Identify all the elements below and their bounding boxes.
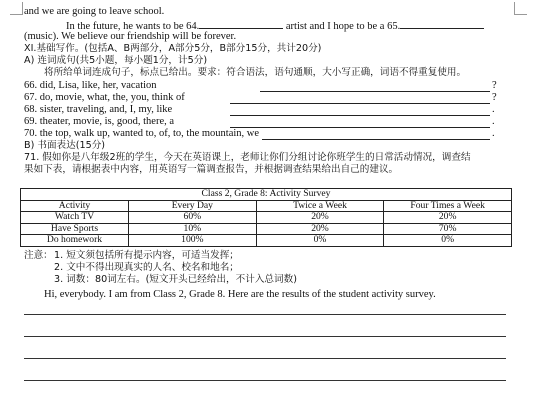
part-a-title: A) 连词成句(共5小题，每小题1分，计5分) bbox=[24, 55, 208, 66]
question-70: 70. the top, walk up, wanted to, of, to, the mountain, we bbox=[24, 128, 260, 139]
punct-69: . bbox=[492, 116, 495, 127]
writing-line[interactable] bbox=[24, 336, 506, 337]
punct-68: . bbox=[492, 104, 495, 115]
table-cell: Watch TV bbox=[21, 212, 129, 224]
table-cell: Do homework bbox=[21, 235, 129, 247]
table-cell: 10% bbox=[129, 223, 257, 235]
answer-line-68[interactable] bbox=[230, 115, 490, 116]
page-corner-mark-right bbox=[514, 2, 527, 15]
note-1: 1. 短文须包括所有提示内容，可适当发挥； bbox=[54, 250, 239, 261]
column-header-activity: Activity bbox=[21, 200, 129, 212]
answer-line-70[interactable] bbox=[262, 139, 490, 140]
question-68: 68. sister, traveling, and, I, my, like bbox=[24, 104, 173, 115]
question-71-line-1: 71. 假如你是八年级2班的学生，今天在英语课上，老师让你们分组讨论你班学生的日常活动情况，调查结 bbox=[24, 152, 471, 163]
table-cell: 20% bbox=[256, 223, 384, 235]
blank-65[interactable] bbox=[400, 19, 484, 29]
question-66: 66. did, Lisa, like, her, vacation bbox=[24, 80, 157, 91]
table-caption-row bbox=[21, 189, 512, 201]
question-71-line-2: 果如下表，请根据表中内容，用英语写一篇调查报告，并根据调查结果给出自己的建议。 bbox=[24, 164, 399, 175]
writing-line[interactable] bbox=[24, 314, 506, 315]
passage-line-1: and we are going to leave school. bbox=[24, 6, 165, 17]
punct-67: ? bbox=[492, 92, 497, 103]
table-cell: 20% bbox=[256, 212, 384, 224]
activity-survey-table bbox=[20, 188, 512, 247]
table-caption: Class 2, Grade 8: Activity Survey bbox=[21, 189, 512, 201]
table-row bbox=[21, 223, 512, 235]
passage-line-3: (music). We believe our friendship will be forever. bbox=[24, 31, 237, 42]
blank-64[interactable] bbox=[199, 19, 283, 29]
part-b-title: B) 书面表达(15分) bbox=[24, 140, 106, 151]
table-row bbox=[21, 212, 512, 224]
writing-line[interactable] bbox=[24, 380, 506, 381]
question-67: 67. do, movie, what, the, you, think of bbox=[24, 92, 185, 103]
table-header-row bbox=[21, 200, 512, 212]
table-cell: 0% bbox=[384, 235, 512, 247]
punct-70: . bbox=[492, 128, 495, 139]
answer-line-66[interactable] bbox=[260, 91, 490, 92]
table-cell: 20% bbox=[384, 212, 512, 224]
answer-line-69[interactable] bbox=[230, 127, 490, 128]
blank-65-prompt: artist and I hope to be a 65. bbox=[285, 21, 401, 32]
essay-opening: Hi, everybody. I am from Class 2, Grade 8. Here are the results of the student activity survey. bbox=[44, 289, 436, 300]
part-a-instructions: 将所给单词连成句子，标点已给出。要求：符合语法，语句通顺，大小写正确，词语不得重复使用。 bbox=[44, 67, 467, 78]
table-cell: 100% bbox=[129, 235, 257, 247]
column-header-four-times-a-week: Four Times a Week bbox=[384, 200, 512, 212]
section-xi-title: XI.基础写作。(包括A、B两部分，A部分5分，B部分15分，共计20分) bbox=[24, 43, 322, 54]
note-3: 3. 词数：80词左右。(短文开头已经给出，不计入总词数) bbox=[54, 274, 297, 285]
table-cell: Have Sports bbox=[21, 223, 129, 235]
column-header-twice-a-week: Twice a Week bbox=[256, 200, 384, 212]
blank-64-prompt: In the future, he wants to be 64. bbox=[66, 21, 200, 32]
notes-label: 注意： bbox=[24, 250, 53, 261]
table-row bbox=[21, 235, 512, 247]
table-cell: 70% bbox=[384, 223, 512, 235]
table-cell: 60% bbox=[129, 212, 257, 224]
page-corner-mark-left bbox=[10, 2, 23, 15]
question-69: 69. theater, movie, is, good, there, a bbox=[24, 116, 175, 127]
writing-line[interactable] bbox=[24, 358, 506, 359]
note-2: 2. 文中不得出现真实的人名、校名和地名； bbox=[54, 262, 239, 273]
table-cell: 0% bbox=[256, 235, 384, 247]
punct-66: ? bbox=[492, 80, 497, 91]
answer-line-67[interactable] bbox=[230, 103, 490, 104]
column-header-every-day: Every Day bbox=[129, 200, 257, 212]
